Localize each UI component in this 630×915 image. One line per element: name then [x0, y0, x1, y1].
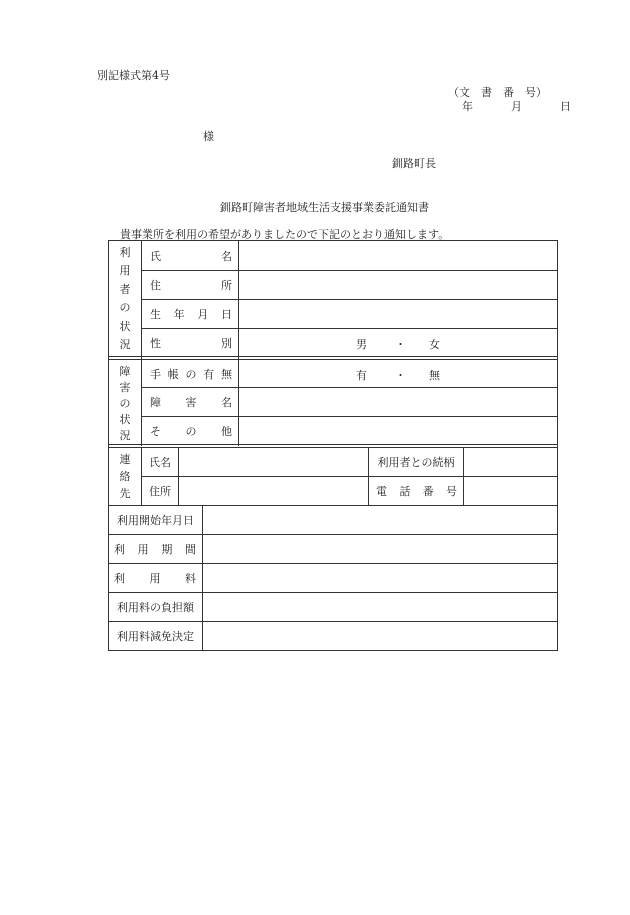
- label-char: 日: [220, 308, 232, 321]
- label-char: 利: [114, 572, 125, 585]
- sex-field[interactable]: [239, 329, 557, 356]
- heading-char: 況: [119, 337, 131, 351]
- label-handbook: [150, 360, 232, 387]
- label-char: 年: [173, 308, 185, 321]
- label-char: 氏: [150, 249, 161, 263]
- heading-char: 連: [119, 453, 131, 466]
- date-year-label: 年: [462, 100, 473, 113]
- label-char: 他: [221, 424, 232, 438]
- label-char: 有: [203, 367, 215, 381]
- label-contact-address: 住所: [149, 485, 171, 498]
- handbook-option-yes[interactable]: 有: [356, 369, 367, 382]
- heading-char: 状: [119, 413, 131, 426]
- label-char: 害: [185, 396, 197, 409]
- contact-address-field[interactable]: [179, 477, 368, 505]
- disability-section-heading: [109, 363, 141, 441]
- label-char: 所: [221, 279, 232, 292]
- label-birthdate: [150, 300, 232, 328]
- fee-burden-field[interactable]: [203, 593, 557, 621]
- label-sex: [150, 329, 232, 356]
- heading-char: 者: [119, 282, 131, 296]
- label-char: 性: [150, 336, 161, 350]
- label-char: 無: [221, 367, 232, 381]
- sender: 釧路町長: [392, 157, 436, 170]
- option-separator: ・: [395, 369, 406, 382]
- heading-char: の: [119, 301, 131, 315]
- label-char: 障: [150, 396, 161, 409]
- user-address-field[interactable]: [239, 271, 557, 299]
- user-birthdate-field[interactable]: [239, 300, 557, 328]
- label-char: 別: [221, 336, 232, 350]
- label-char: 電: [376, 485, 387, 498]
- label-char: 話: [399, 485, 411, 498]
- label-char: 名: [221, 396, 232, 409]
- label-char: 名: [221, 249, 232, 263]
- relationship-field[interactable]: [464, 448, 557, 476]
- label-relationship: 利用者との続柄: [377, 456, 455, 469]
- heading-char: の: [119, 397, 131, 410]
- option-separator: ・: [395, 338, 406, 351]
- document-number: （文 書 番 号）: [448, 86, 547, 99]
- label-char: 手: [150, 367, 161, 381]
- heading-char: 用: [119, 264, 131, 278]
- label-fee-reduction: 利用料減免決定: [117, 630, 194, 643]
- label-char: 料: [185, 572, 196, 585]
- phone-field[interactable]: [464, 477, 557, 505]
- document-title: 釧路町障害者地域生活支援事業委託通知書: [220, 201, 429, 214]
- form-number: 別記様式第4号: [97, 69, 170, 82]
- contact-name-field[interactable]: [179, 448, 368, 476]
- heading-char: 状: [119, 319, 131, 333]
- usage-fee-field[interactable]: [203, 564, 557, 592]
- heading-char: 絡: [119, 470, 131, 483]
- label-char: 号: [445, 485, 457, 498]
- label-start-date: 利用開始年月日: [117, 514, 194, 527]
- label-phone: [376, 477, 457, 505]
- sex-option-male[interactable]: 男: [356, 338, 367, 351]
- date-day-label: 日: [560, 100, 571, 113]
- label-address: [150, 271, 232, 299]
- label-other: [150, 417, 232, 444]
- label-char: の: [185, 424, 197, 438]
- label-char: 間: [184, 543, 196, 556]
- label-char: 期: [161, 543, 173, 556]
- label-char: そ: [150, 424, 161, 438]
- heading-char: 害: [119, 381, 131, 394]
- label-char: 番: [422, 485, 434, 498]
- other-field[interactable]: [239, 417, 557, 444]
- label-usage-period: [114, 535, 196, 563]
- label-char: 生: [150, 308, 161, 321]
- label-char: 月: [197, 308, 209, 321]
- label-char: 用: [149, 572, 161, 585]
- date-month-label: 月: [511, 100, 522, 113]
- label-fee-burden: 利用料の負担額: [117, 601, 194, 614]
- start-date-field[interactable]: [203, 506, 557, 534]
- label-disability-name: [150, 388, 232, 416]
- label-usage-fee: [114, 564, 196, 592]
- label-char: 用: [137, 543, 149, 556]
- addressee-suffix: 様: [203, 130, 214, 143]
- usage-period-field[interactable]: [203, 535, 557, 563]
- label-contact-name: 氏名: [149, 456, 171, 469]
- heading-char: 況: [119, 429, 131, 442]
- heading-char: 先: [119, 487, 131, 500]
- user-section-heading: [109, 244, 141, 352]
- user-name-field[interactable]: [239, 241, 557, 270]
- label-char: 利: [114, 543, 125, 556]
- handbook-field[interactable]: [239, 360, 557, 387]
- intro-text: 貴事業所を利用の希望がありましたので下記のとおり通知します。: [120, 228, 450, 241]
- fee-reduction-field[interactable]: [203, 622, 557, 650]
- heading-char: 利: [119, 246, 131, 259]
- heading-char: 障: [119, 365, 131, 378]
- label-name: [150, 241, 232, 270]
- handbook-option-no[interactable]: 無: [429, 369, 440, 382]
- label-char: 帳: [167, 367, 179, 381]
- contact-section-heading: [109, 451, 141, 501]
- disability-name-field[interactable]: [239, 388, 557, 416]
- label-char: の: [185, 367, 197, 381]
- label-char: 住: [150, 279, 161, 292]
- sex-option-female[interactable]: 女: [429, 338, 440, 351]
